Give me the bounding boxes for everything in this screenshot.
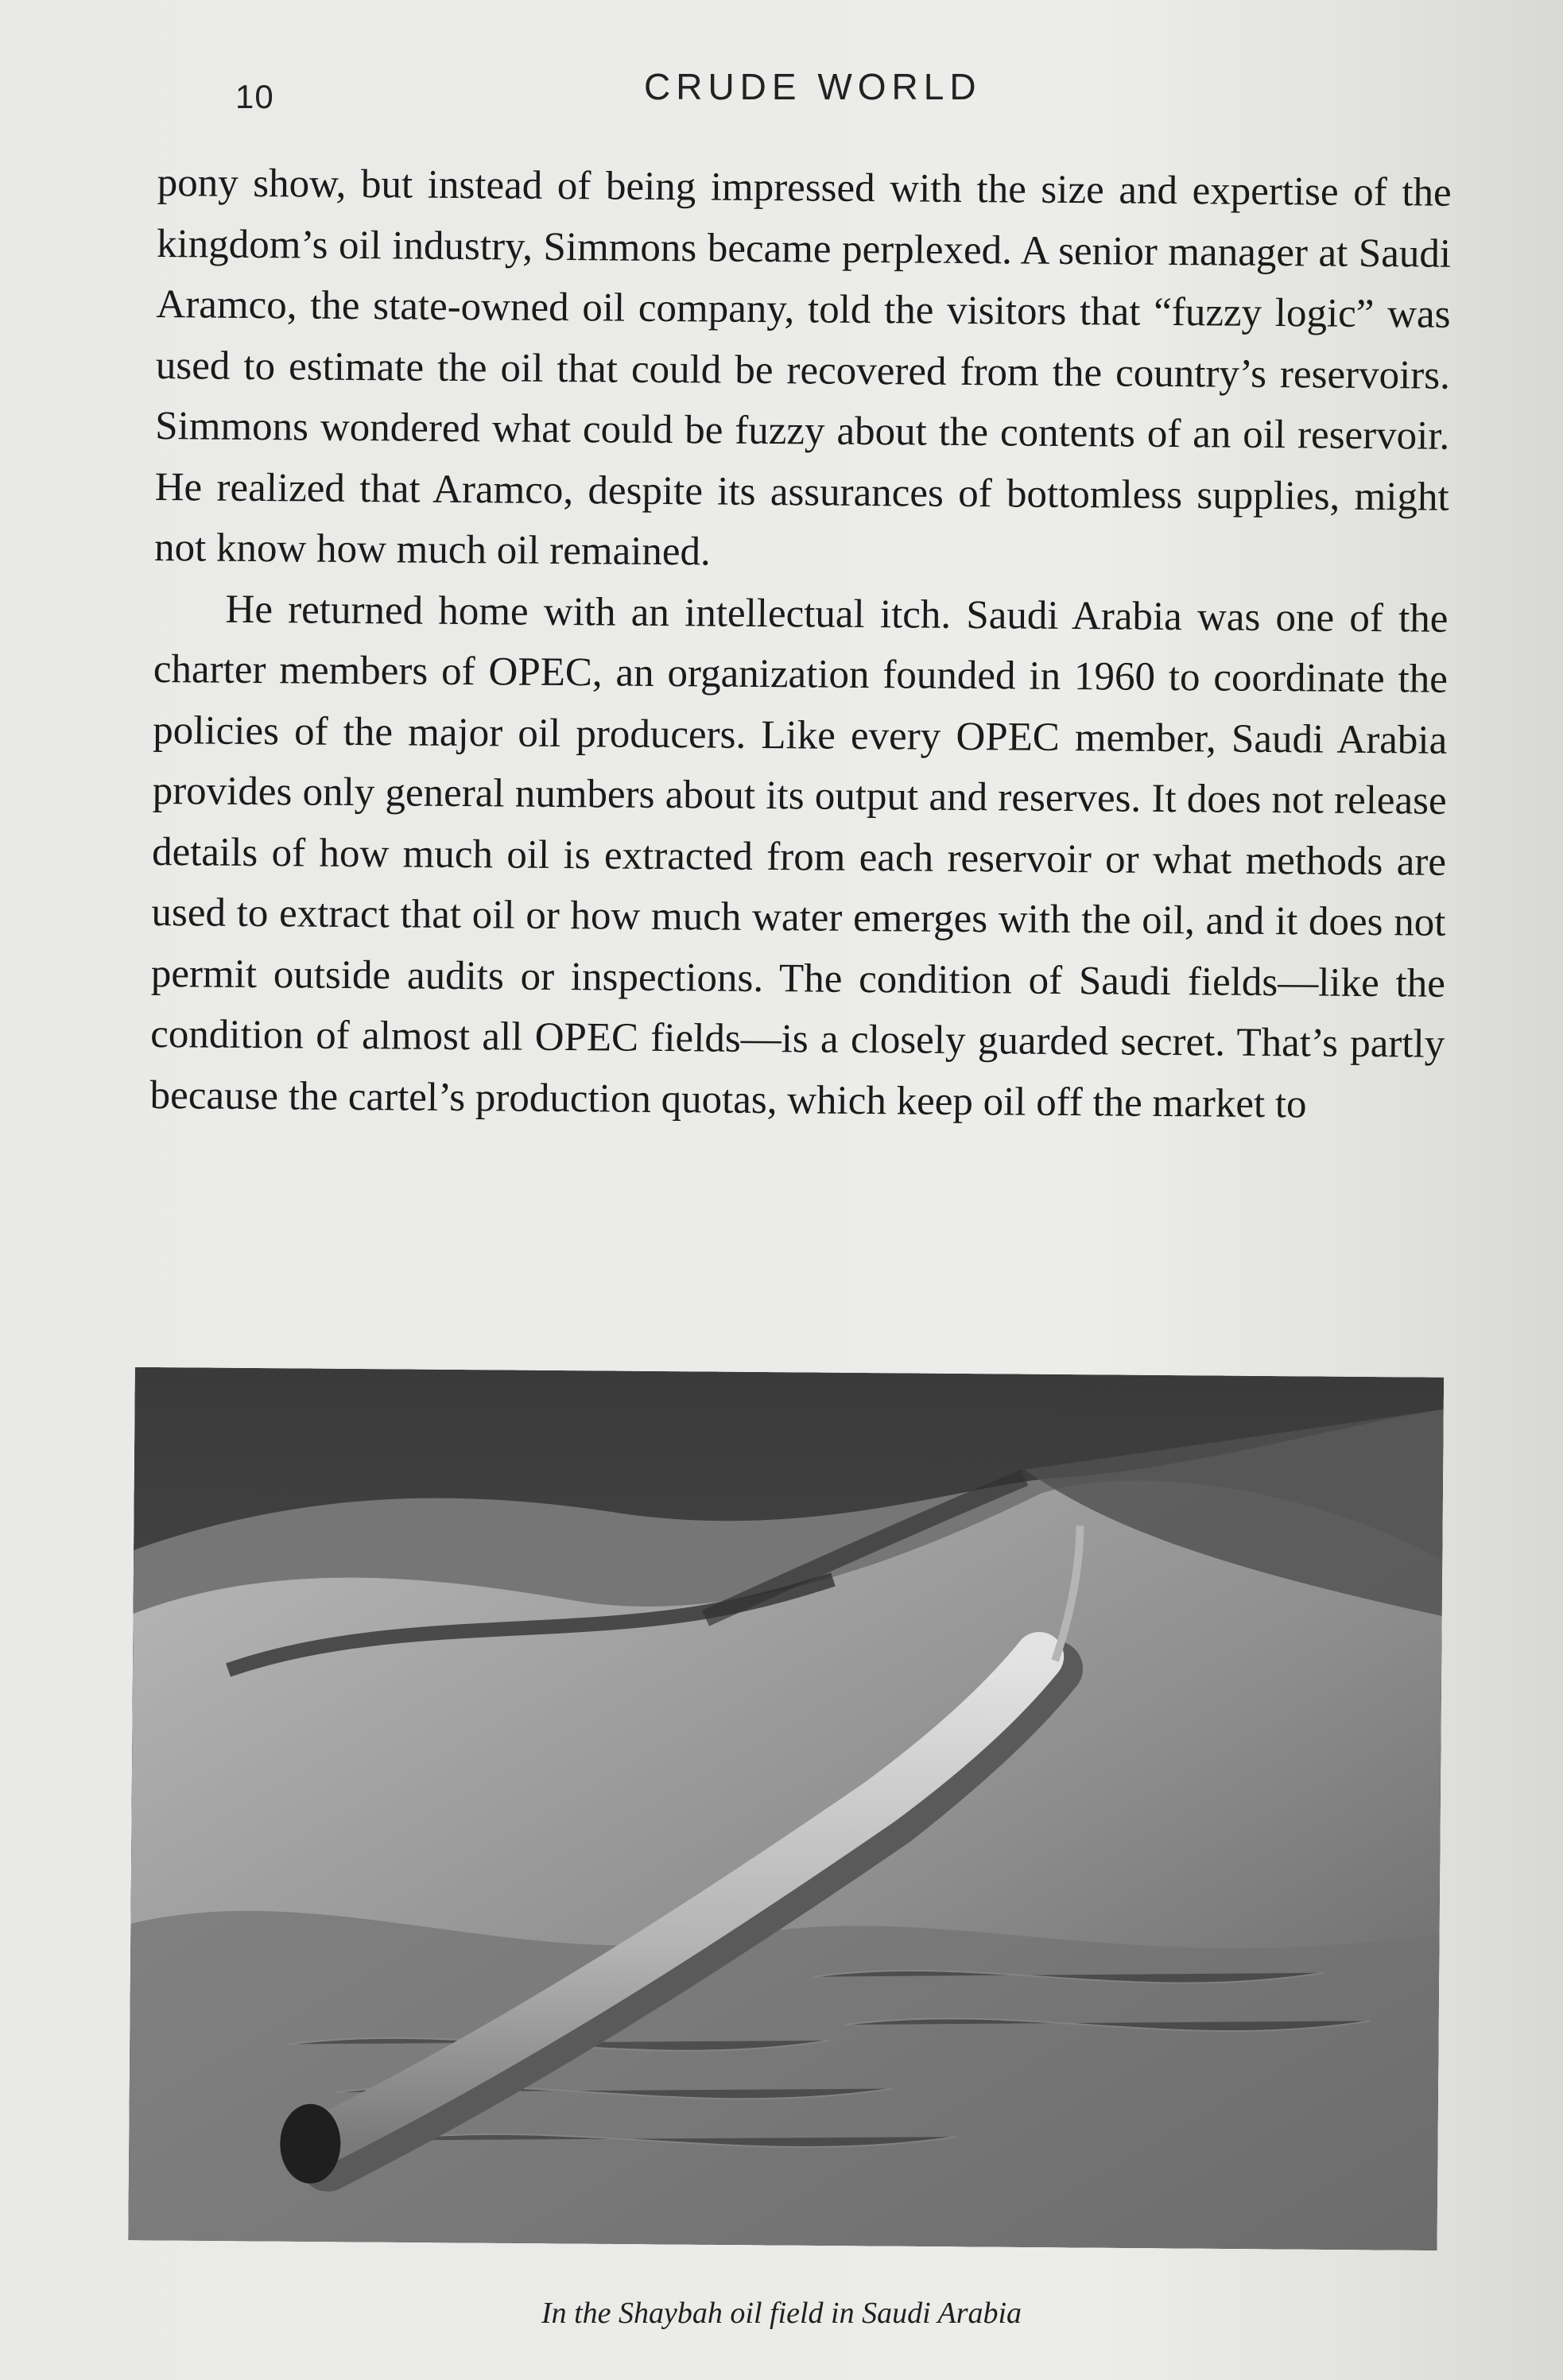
body-text [149, 153, 1452, 1136]
running-head: CRUDE WORLD [644, 66, 982, 107]
photo-illustration [128, 1367, 1444, 2250]
paragraph: He returned home with an intellectual itch. Saudi Arabia was one of the charter members of OPEC, an organization founded in 1960 to coordinate the policies of the major oil producers. Like every OPEC member, Saudi Arabia provides only general numbers about its output and reserves. It does not release details of how much oil is extracted from each reservoir or what methods are used to extract that oil or how much water emerges with the oil, and it does not permit outside audits or inspections. The condition of Saudi fields—like the condition of almost all OPEC fields—is a closely guarded secret. That’s partly because the cartel’s production quotas, which keep oil off the market to [149, 587, 1449, 1126]
paragraph: pony show, but instead of being impressed with the size and expertise of the kingdom’s oil industry, Simmons became perplexed. A senior manager at Saudi Aramco, the state-owned oil company, told the visitors that “fuzzy logic” was used to estimate the oil that could be recovered from the country’s reservoirs. Simmons wondered what could be fuzzy about the contents of an oil reservoir. He realized that Aramco, despite its assurances of bottomless supplies, might not know how much oil remained. [153, 160, 1452, 575]
pipeline-desert-photo [128, 1367, 1444, 2250]
page-number: 10 [235, 78, 274, 115]
figure-caption: In the Shaybah oil field in Saudi Arabia [541, 2297, 1022, 2330]
foreground-sand [128, 1910, 1439, 2250]
